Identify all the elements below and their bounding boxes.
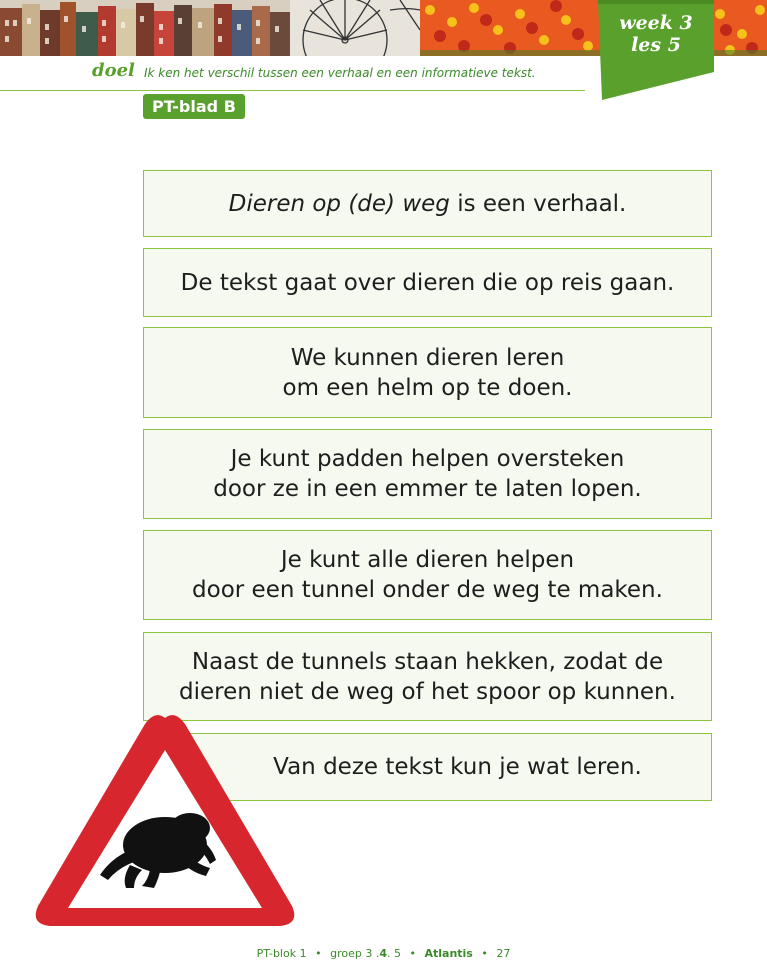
toad-warning-sign-icon bbox=[30, 710, 300, 940]
footer-groep-prefix: groep 3 . bbox=[330, 947, 380, 960]
statement-box-2[interactable] bbox=[143, 248, 712, 317]
story-title: Dieren op (de) weg bbox=[228, 190, 450, 217]
doel-label: doel bbox=[92, 60, 135, 81]
statement-line: Naast de tunnels staan hekken, zodat de bbox=[191, 648, 664, 675]
header-divider bbox=[0, 90, 585, 91]
statement-line: door een tunnel onder de weg te maken. bbox=[192, 577, 663, 603]
statement-line: door ze in een emmer te laten lopen. bbox=[213, 476, 642, 502]
statement-line: We kunnen dieren leren bbox=[290, 344, 565, 371]
statement-box-6[interactable] bbox=[143, 632, 712, 721]
statement-line: Je kunt padden helpen oversteken bbox=[230, 446, 625, 472]
statement-rest: is een verhaal. bbox=[449, 190, 627, 217]
statement-line: De tekst gaat over dieren die op reis gaan. bbox=[180, 269, 675, 296]
footer-blok: PT-blok 1 bbox=[256, 947, 307, 960]
statement-line: Van deze tekst kun je wat leren. bbox=[273, 754, 642, 780]
footer-separator: • bbox=[409, 947, 416, 960]
statement-box-1[interactable] bbox=[143, 170, 712, 237]
footer-groep-current: 4 bbox=[379, 947, 387, 960]
page-footer bbox=[0, 947, 767, 960]
statement-line: Je kunt alle dieren helpen bbox=[280, 547, 575, 573]
footer-separator: • bbox=[481, 947, 488, 960]
doel-text: Ik ken het verschil tussen een verhaal en een informatieve tekst. bbox=[144, 66, 536, 80]
page-number: 27 bbox=[496, 947, 511, 960]
footer-separator: • bbox=[315, 947, 322, 960]
footer-book-title: Atlantis bbox=[424, 947, 473, 960]
statement-box-4[interactable] bbox=[143, 429, 712, 519]
statement-box-3[interactable] bbox=[143, 327, 712, 418]
statement-line: om een helm op te doen. bbox=[282, 374, 573, 401]
statement-line: dieren niet de weg of het spoor op kunnen. bbox=[179, 678, 676, 705]
lesson-number: les 5 bbox=[631, 34, 681, 56]
pt-blad-badge: PT-blad B bbox=[143, 94, 245, 119]
statement-box-5[interactable] bbox=[143, 530, 712, 620]
statement-text bbox=[229, 189, 627, 219]
week-label bbox=[598, 12, 714, 56]
week-number: week 3 bbox=[619, 12, 693, 34]
footer-groep-suffix: . 5 bbox=[386, 947, 401, 960]
